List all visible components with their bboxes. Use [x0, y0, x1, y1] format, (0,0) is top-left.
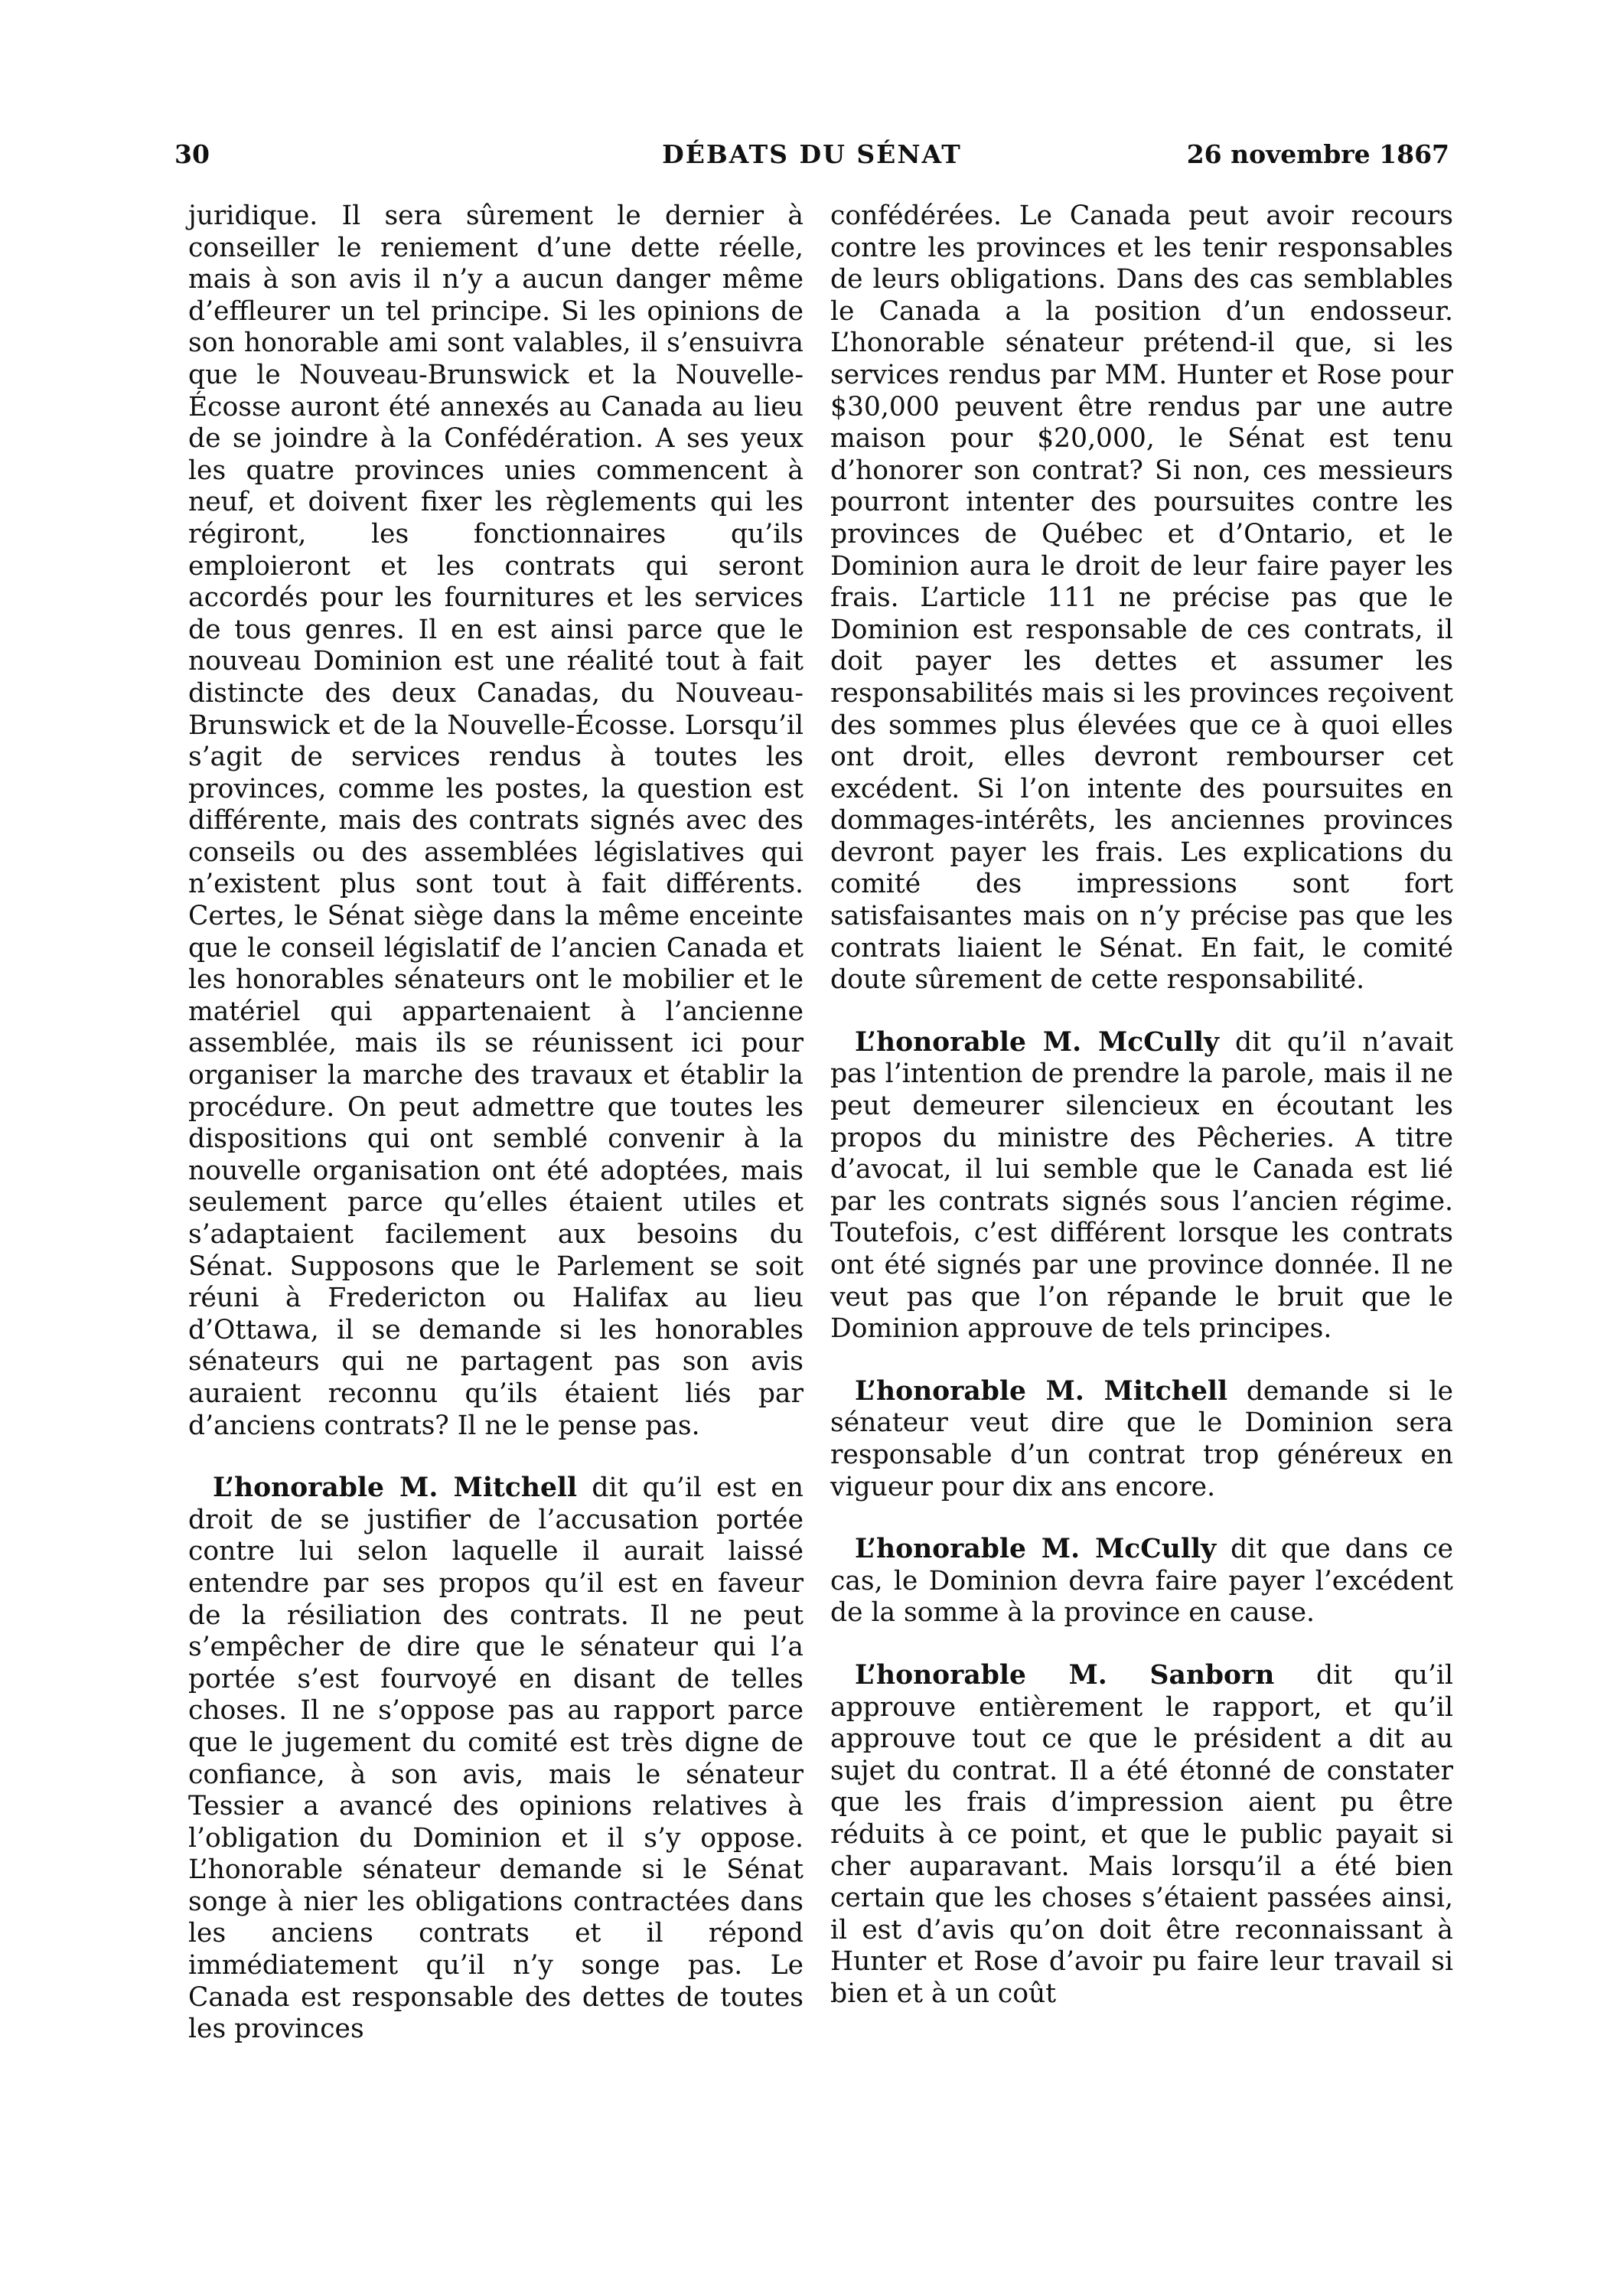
speech-paragraph [830, 1660, 1453, 2011]
paragraph-text: confédérées. Le Canada peut avoir recours contre les provinces et les tenir responsables de leurs obligations. Dans des cas semblables le Canada a la position d’un endosseur. L’honorable sénateur prétend-il que, si les services rendus par MM. Hunter et Rose pour $30,000 peuvent être rendus par une autre maison pour $20,000, le Sénat est tenu d’honorer son contrat? Si non, ces messieurs pourront intenter des poursuites contre les provinces de Québec et d’Ontario, et le Dominion aura le droit de leur faire payer les frais. L’article 111 ne précise pas que le Dominion est responsable de ces contrats, il doit payer les dettes et assumer les responsabilités mais si les provinces reçoivent des sommes plus élevées que ce à quoi elles ont droit, elles devront rembourser cet excédent. Si l’on intente des poursuites en dommages-intérêts, les anciennes provinces devront payer les frais. Les explications du comité des impressions sont fort satisfaisantes mais on n’y précise pas que les contrats liaient le Sénat. En fait, le comité doute sûrement de cette responsabilité. [830, 201, 1453, 996]
speech-paragraph [830, 1376, 1453, 1503]
speech-paragraph [188, 1473, 804, 2046]
speech-text: dit qu’il est en droit de se justifier de l’accusation portée contre lui selon laquelle il aurait laissé entendre par ses propos qu’il est en faveur de la résiliation des contrats. Il ne peut s’empêcher de dire que le sénateur qui l’a portée s’est fourvoyé en disant de telles choses. Il ne s’oppose pas au rapport parce que le jugement du comité est très digne de confiance, à son avis, mais le sénateur Tessier a avancé des opinions relatives à l’obligation du Dominion et il s’y oppose. L’honorable sénateur demande si le Sénat songe à nier les obligations contractées dans les anciens contrats et il répond immédiatement qu’il n’y songe pas. Le Canada est responsable des dettes de toutes les provinces [188, 1473, 804, 2045]
paragraph [830, 201, 1453, 996]
running-title: DÉBATS DU SÉNAT [662, 139, 962, 169]
speech-paragraph [830, 1027, 1453, 1345]
speaker-name: L’honorable M. Mitchell [213, 1473, 578, 1504]
speech-text: dit qu’il approuve entièrement le rapport, et qu’il approuve tout ce que le président a dit au sujet du contrat. Il a été étonné de constater que les frais d’impression aient pu être réduits à ce point, et que le public payait si cher auparavant. Mais lorsqu’il a été bien certain que les choses s’étaient passées ainsi, il est d’avis qu’on doit être reconnaissant à Hunter et Rose d’avoir pu faire leur travail si bien et à un coût [830, 1659, 1453, 2009]
speech-text: dit que dans ce cas, le Dominion devra faire payer l’excédent de la somme à la province en cause. [830, 1534, 1453, 1629]
speech-paragraph [830, 1534, 1453, 1629]
session-date: 26 novembre 1867 [1186, 139, 1449, 169]
paragraph-text: juridique. Il sera sûrement le dernier à conseiller le reniement d’une dette réelle, mais à son avis il n’y a aucun danger même d’effleurer un tel principe. Si les opinions de son honorable ami sont valables, il s’ensuivra que le Nouveau-Brunswick et la Nouvelle-Écosse auront été annexés au Canada au lieu de se joindre à la Confédération. A ses yeux les quatre provinces unies commencent à neuf, et doivent fixer les règlements qui les régiront, les fonctionnaires qu’ils emploieront et les contrats qui seront accordés pour les fournitures et les services de tous genres. Il en est ainsi parce que le nouveau Dominion est une réalité tout à fait distincte des deux Canadas, du Nouveau-Brunswick et de la Nouvelle-Écosse. Lorsqu’il s’agit de services rendus à toutes les provinces, comme les postes, la question est différente, mais des contrats signés avec des conseils ou des assemblées législatives qui n’existent plus sont tout à fait différents. Certes, le Sénat siège dans la même enceinte que le conseil législatif de l’ancien Canada et les honorables sénateurs ont le mobilier et le matériel qui appartenaient à l’ancienne assemblée, mais ils se réunissent ici pour organiser la marche des travaux et établir la procédure. On peut admettre que toutes les dispositions qui ont semblé convenir à la nouvelle organisation ont été adoptées, mais seulement parce qu’elles étaient utiles et s’adaptaient facilement aux besoins du Sénat. Supposons que le Parlement se soit réuni à Fredericton ou Halifax au lieu d’Ottawa, il se demande si les honorables sénateurs qui ne partagent pas son avis auraient reconnu qu’ils étaient liés par d’anciens contrats? Il ne le pense pas. [188, 201, 804, 1441]
speaker-name: L’honorable M. McCully [855, 1534, 1217, 1565]
left-column [188, 201, 804, 2046]
page-number: 30 [174, 139, 210, 169]
right-column [830, 201, 1453, 2010]
speaker-name: L’honorable M. McCully [855, 1026, 1220, 1058]
speech-text: dit qu’il n’avait pas l’intention de prendre la parole, mais il ne peut demeurer silencieux en écoutant les propos du ministre des Pêcheries. A titre d’avocat, il lui semble que le Canada est lié par les contrats signés sous l’ancien régime. Toutefois, c’est différent lorsque les contrats ont été signés par une province donnée. Il ne veut pas que l’on répande le bruit que le Dominion approuve de tels principes. [830, 1026, 1453, 1345]
page-header [174, 139, 1449, 182]
paragraph [188, 201, 804, 1442]
speaker-name: L’honorable M. Mitchell [855, 1375, 1228, 1407]
speech-text: demande si le sénateur veut dire que le Dominion sera responsable d’un contrat trop généreux en vigueur pour dix ans encore. [830, 1375, 1453, 1502]
speaker-name: L’honorable M. Sanborn [855, 1659, 1275, 1691]
